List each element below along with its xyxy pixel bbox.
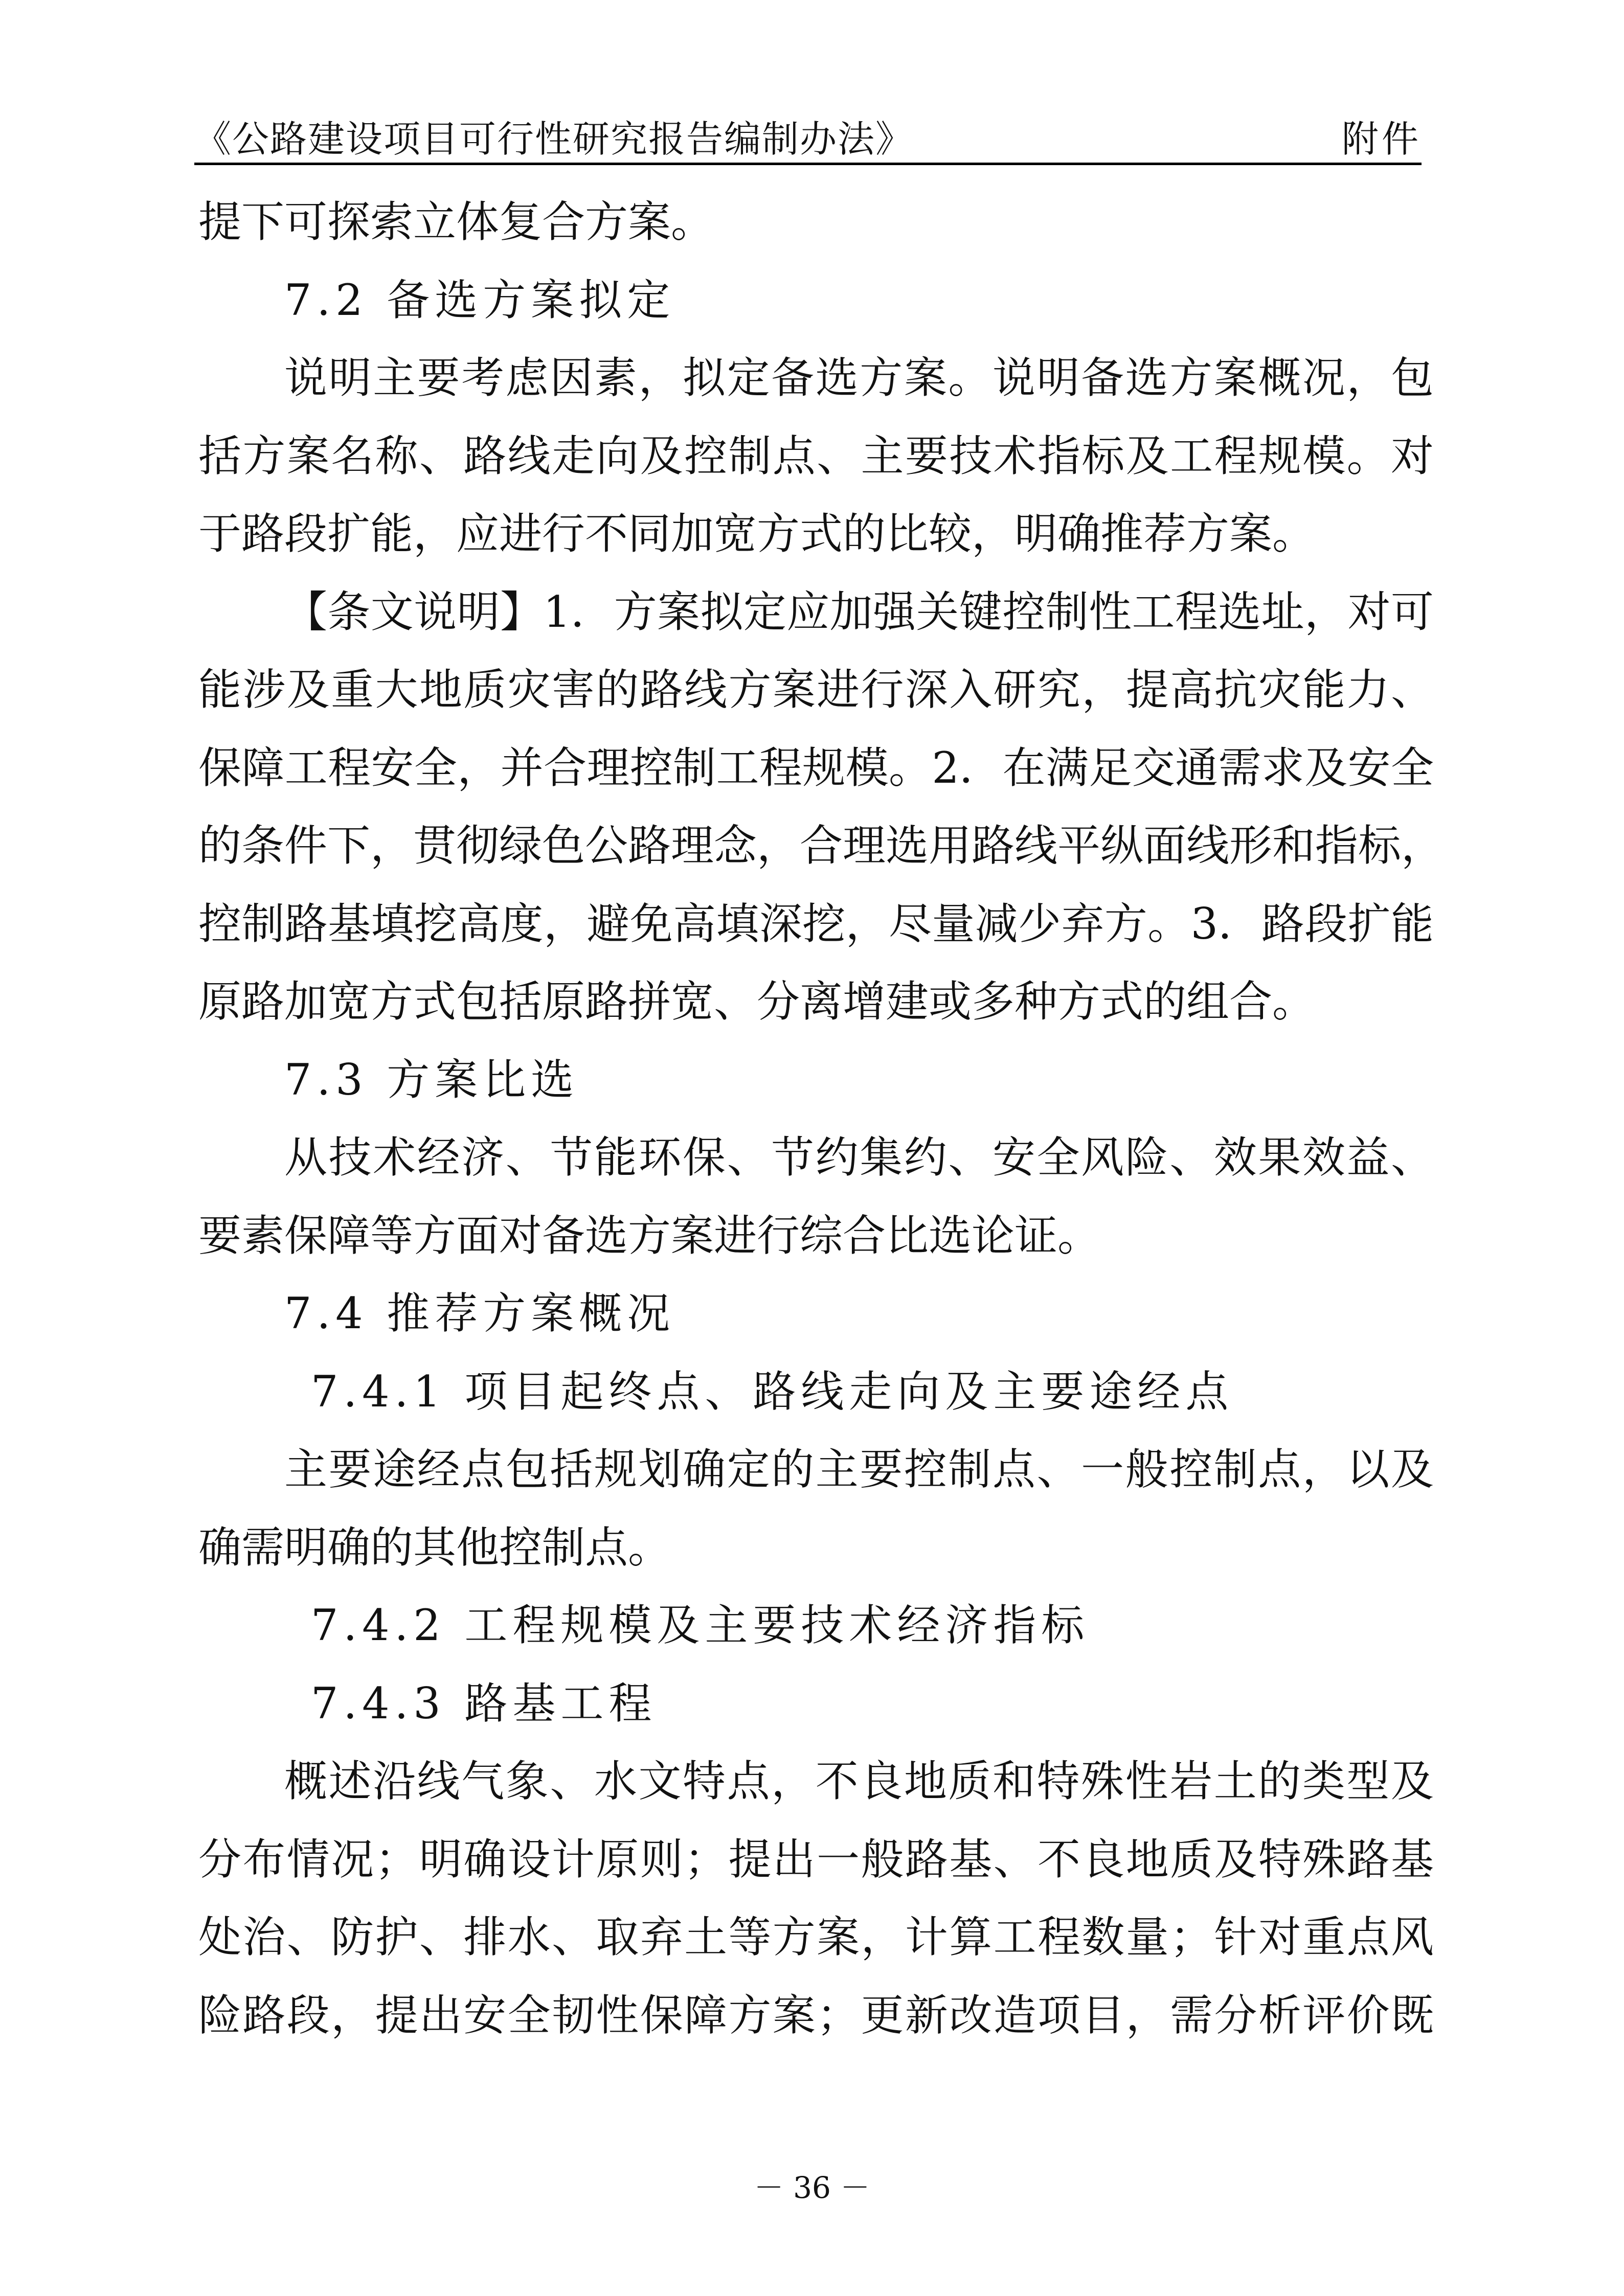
attachment-label: 附件 <box>1341 118 1422 161</box>
body-line: 的条件下，贯彻绿色公路理念，合理选用路线平纵面线形和指标， <box>198 821 1445 871</box>
body-line: 分布情况；明确设计原则；提出一般路基、不良地质及特殊路基 <box>198 1834 1434 1884</box>
body-line: 【条文说明】1．方案拟定应加强关键控制性工程选址，对可 <box>284 587 1434 637</box>
section-heading: 7.3 方案比选 <box>284 1055 579 1105</box>
body-line: 能涉及重大地质灾害的路线方案进行深入研究，提高抗灾能力、 <box>198 665 1434 715</box>
body-line: 主要途经点包括规划确定的主要控制点、一般控制点，以及 <box>284 1444 1434 1494</box>
body-line: 原路加宽方式包括原路拼宽、分离增建或多种方式的组合。 <box>198 976 1316 1027</box>
section-heading: 7.4.1 项目起终点、路线走向及主要途经点 <box>311 1367 1234 1417</box>
section-heading: 7.4.3 路基工程 <box>311 1678 657 1729</box>
section-heading: 7.4.2 工程规模及主要技术经济指标 <box>311 1600 1090 1650</box>
body-line: 括方案名称、路线走向及控制点、主要技术指标及工程规模。对 <box>198 431 1434 481</box>
page-number: － 36 － <box>754 2170 870 2205</box>
section-heading: 7.2 备选方案拟定 <box>284 275 675 325</box>
document-title: 《公路建设项目可行性研究报告编制办法》 <box>194 118 914 161</box>
body-line: 从技术经济、节能环保、节约集约、安全风险、效果效益、 <box>284 1132 1434 1183</box>
body-line: 要素保障等方面对备选方案进行综合比选论证。 <box>198 1211 1101 1261</box>
body-line: 于路段扩能，应进行不同加宽方式的比较，明确推荐方案。 <box>198 509 1316 559</box>
body-line: 险路段，提出安全韧性保障方案；更新改造项目，需分析评价既 <box>198 1990 1434 2040</box>
body-line: 概述沿线气象、水文特点，不良地质和特殊性岩土的类型及 <box>284 1756 1434 1806</box>
body-line: 控制路基填挖高度，避免高填深挖，尽量减少弃方。3．路段扩能 <box>198 899 1434 949</box>
body-line: 提下可探索立体复合方案。 <box>198 197 714 247</box>
body-line: 保障工程安全，并合理控制工程规模。2．在满足交通需求及安全 <box>198 743 1434 793</box>
section-heading: 7.4 推荐方案概况 <box>284 1288 675 1338</box>
body-line: 确需明确的其他控制点。 <box>198 1522 671 1573</box>
body-line: 处治、防护、排水、取弃土等方案，计算工程数量；针对重点风 <box>198 1912 1434 1962</box>
page-header <box>194 119 1422 165</box>
body-line: 说明主要考虑因素，拟定备选方案。说明备选方案概况，包 <box>284 353 1434 403</box>
